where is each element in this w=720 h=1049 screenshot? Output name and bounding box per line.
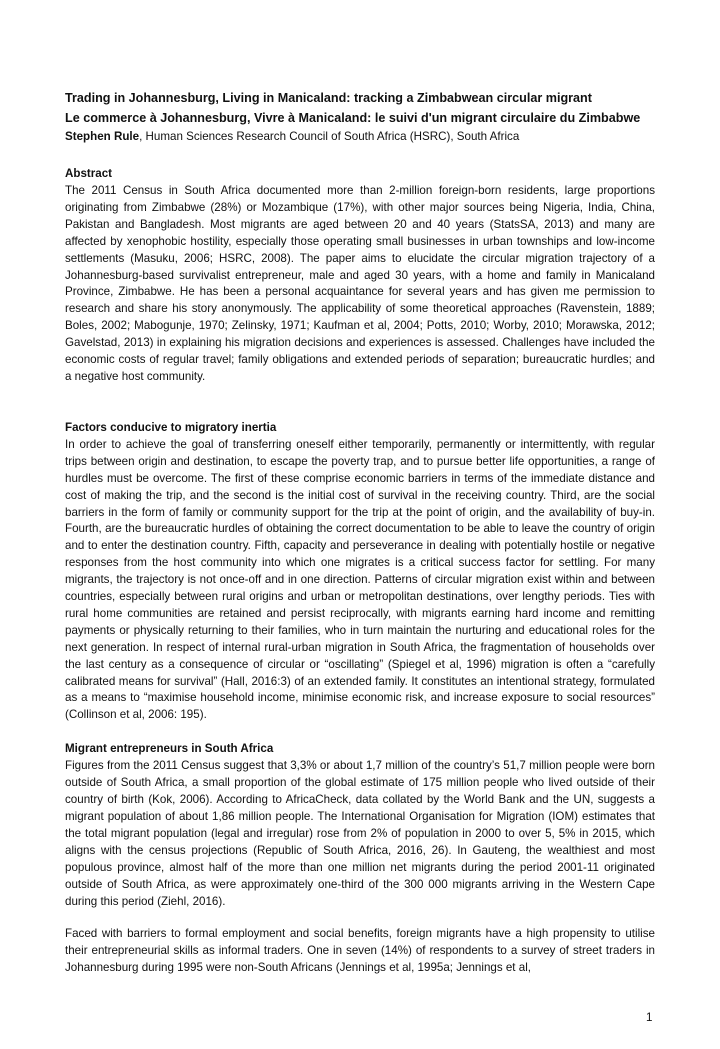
author-line	[65, 128, 655, 146]
abstract-heading: Abstract	[65, 167, 113, 180]
section-text-entrepreneurs-1: Figures from the 2011 Census suggest that 3,3% or about 1,7 million of the country’s 51,7 million people were born outside of South Africa, a small proportion of the global estimate of 175 million people who lived outside of their country of birth (Kok, 2006). According to AfricaCheck, data collated by the World Bank and the UN, suggests a migrant population of about 1,86 million people. The International Organisation for Migration (IOM) estimates that the total migrant population (legal and irregular) rose from 2% of population in 2000 to over 5, 5% in 2015, which aligns with the census projections (Republic of South Africa, 2016, 26). In Gauteng, the wealthiest and most populous province, almost half of the more than one million net migrants during the period 2001-11 originated outside of South Africa, as were approximately one-third of the 300 000 migrants arriving in the Western Cape during this period (Ziehl, 2016).	[65, 759, 655, 908]
section-text-inertia: In order to achieve the goal of transferring oneself either temporarily, permanently or intermittently, with regular trips between origin and destination, to escape the poverty trap, and to pursue better life opportunities, a range of hurdles must be overcome. The first of these comprise economic barriers in terms of the immediate distance and cost of making the trip, and the second is the initial cost of survival in the receiving country. Third, are the social barriers in the form of family or community support for the trip at the point of origin, and the availability of buy-in. Fourth, are the bureaucratic hurdles of obtaining the correct documentation to be able to leave the country of origin and to enter the destination country. Fifth, capacity and perseverance in dealing with potentially hostile or negative responses from the host community into which one migrates is a critical success factor for settling. For many migrants, the trajectory is not once-off and in one direction. Patterns of circular migration exist within and between countries, especially between rural origins and urban or metropolitan destinations, over lengthy periods. Ties with rural home communities are retained and persist reciprocally, with migrants earning hard income and remitting payments or physically returning to their families, who in turn maintain the nurturing and educational roles for the next generation. In respect of internal rural-urban migration in South Africa, the fragmentation of households over the last century as a consequence of circular or “oscillating” (Spiegel et al, 1996) migration is often a “carefully calibrated means for survival” (Hall, 2016:3) of an extended family. It constitutes an intentional strategy, formulated as a means to “maximise household income, minimise economic risk, and increase exposure to social resources” (Collinson et al, 2006: 195).	[65, 437, 655, 722]
section-text-entrepreneurs-2: Faced with barriers to formal employment and social benefits, foreign migrants have a high propensity to utilise their entrepreneurial skills as informal traders. One in seven (14%) of respondents to a survey of street traders in Johannesburg during 1995 were non-South Africans (Jennings et al, 1995a; Jennings et al,	[65, 927, 655, 975]
author-affiliation: , Human Sciences Research Council of South Africa (HSRC), South Africa	[139, 130, 520, 143]
title-french: Le commerce à Johannesburg, Vivre à Manicaland: le suivi d'un migrant circulaire du Zimbabwe	[65, 111, 641, 125]
page-number: 1	[646, 1011, 653, 1024]
abstract-text: The 2011 Census in South Africa documented more than 2-million foreign-born residents, large proportions originating from Zimbabwe (28%) or Mozambique (17%), with other major sources being Nigeria, India, China, Pakistan and Bangladesh. Most migrants are aged between 20 and 40 years (StatsSA, 2013) and many are affected by xenophobic hostility, especially those operating small businesses in urban townships and low-income settlements (Masuku, 2006; HSRC, 2008). The paper aims to elucidate the circular migration trajectory of a Johannesburg-based survivalist entrepreneur, male and aged 30 years, with a home and family in Manicaland Province, Zimbabwe. He has been a personal acquaintance for several years and has given me permission to research and share his story anonymously. The applicability of some theoretical approaches (Ravenstein, 1889; Boles, 2002; Mabogunje, 1970; Zelinsky, 1971; Kaufman et al, 2004; Potts, 2010; Worby, 2010; Morawska, 2012; Gavelstad, 2013) in explaining his migration decisions and experiences is assessed. Challenges have included the economic costs of regular travel; family obligations and extended periods of separation; bureaucratic hurdles; and a negative host community.	[65, 184, 655, 383]
document-page	[65, 88, 655, 977]
section-heading-entrepreneurs: Migrant entrepreneurs in South Africa	[65, 742, 274, 756]
title-english: Trading in Johannesburg, Living in Manicaland: tracking a Zimbabwean circular migrant	[65, 91, 592, 105]
author-name: Stephen Rule	[65, 130, 140, 143]
section-heading-inertia: Factors conducive to migratory inertia	[65, 420, 277, 434]
